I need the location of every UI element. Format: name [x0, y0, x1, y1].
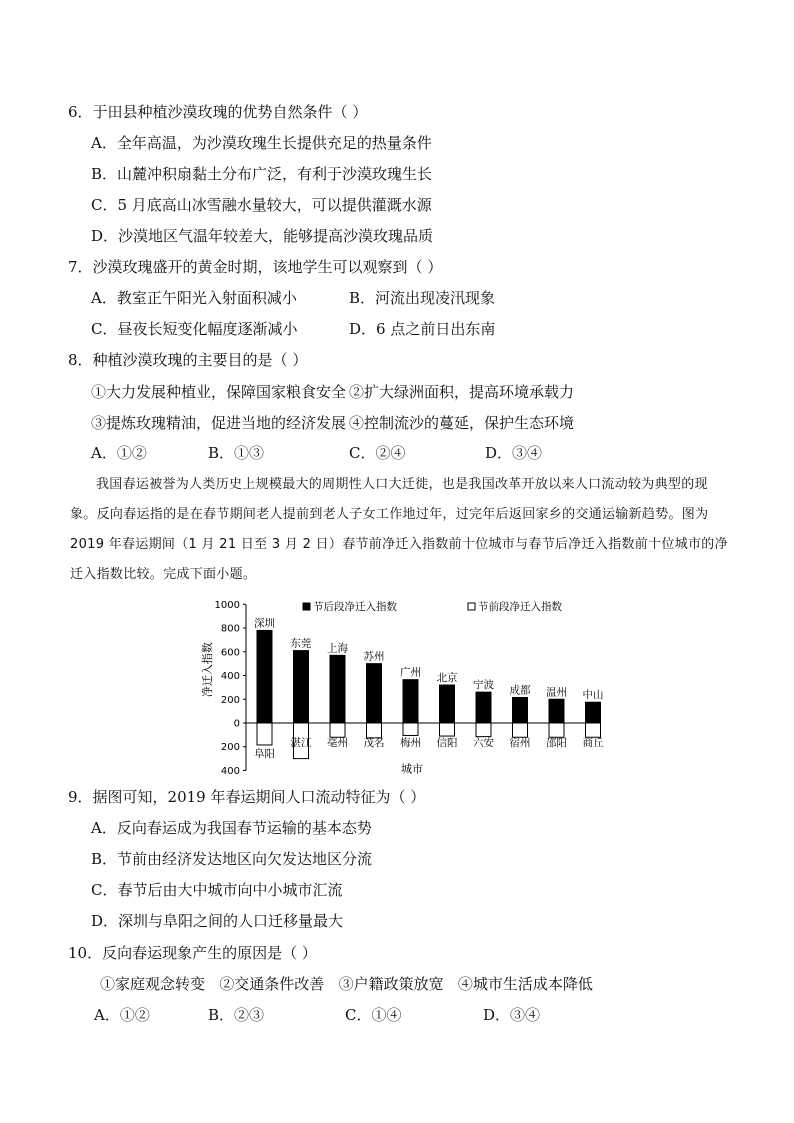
city-label: 中山: [582, 689, 604, 702]
legend-label: 节后段净迁入指数: [313, 601, 397, 613]
q7-stem: 7．沙漠玫瑰盛开的黄金时期，该地学生可以观察到（ ）: [68, 258, 443, 276]
bar-pre-festival: [440, 723, 455, 736]
q10-option-d: D．③④: [483, 1006, 541, 1024]
bar-pre-festival: [476, 723, 491, 737]
city-label: 邵阳: [546, 737, 567, 749]
city-label: 六安: [473, 737, 494, 749]
q8-option-a: A．①②: [91, 444, 147, 462]
city-label: 信阳: [436, 737, 458, 749]
q7-option-a: A．教室正午阳光入射面积减小: [91, 289, 297, 307]
x-axis-label: 城市: [401, 762, 423, 776]
y-tick-label: 200: [220, 694, 240, 706]
q6-option-a: A．全年高温，为沙漠玫瑰生长提供充足的热量条件: [91, 134, 432, 152]
y-axis-label: 净迁入指数: [201, 642, 214, 698]
bar-post-festival: [586, 702, 601, 723]
city-label: 宿州: [509, 737, 531, 749]
q9-stem: 9．据图可知，2019 年春运期间人口流动特征为（ ）: [68, 788, 426, 806]
city-label: 亳州: [327, 737, 348, 749]
bar-pre-festival: [367, 723, 382, 738]
bar-post-festival: [330, 655, 345, 723]
city-label: 阜阳: [254, 747, 275, 760]
bar-post-festival: [367, 664, 382, 723]
q8-item-1: ①大力发展种植业，保障国家粮食安全: [91, 383, 347, 401]
city-label: 广州: [400, 666, 421, 679]
net-migration-bar-chart: [190, 596, 604, 777]
q6-option-b: B．山麓冲积扇黏土分布广泛，有利于沙漠玫瑰生长: [91, 165, 433, 183]
q9-option-d: D．深圳与阜阳之间的人口迁移量最大: [91, 912, 344, 930]
bar-post-festival: [257, 630, 272, 723]
q10-items: ①家庭观念转变 ②交通条件改善 ③户籍政策放宽 ④城市生活成本降低: [100, 975, 593, 993]
bar-pre-festival: [586, 723, 601, 737]
q8-option-c: C．②④: [349, 444, 406, 462]
city-label: 成都: [509, 684, 531, 697]
q7-option-b: B．河流出现凌汛现象: [349, 289, 496, 307]
bar-post-festival: [549, 699, 564, 723]
bar-post-festival: [440, 685, 455, 723]
q10-option-c: C．①④: [345, 1006, 402, 1024]
legend-swatch: [303, 603, 310, 610]
city-label: 深圳: [254, 617, 275, 630]
bar-pre-festival: [513, 723, 528, 737]
q8-item-2: ②扩大绿洲面积，提高环境承载力: [349, 383, 575, 401]
city-label: 苏州: [363, 650, 385, 663]
city-label: 湛江: [290, 737, 312, 749]
y-tick-label: 1000: [214, 599, 240, 611]
q6-option-c: C．5 月底高山冰雪融水量较大，可以提供灌溉水源: [91, 196, 432, 214]
city-label: 上海: [327, 642, 348, 655]
city-label: 北京: [436, 672, 458, 685]
y-tick-label: 600: [220, 647, 240, 659]
q8-option-d: D．③④: [485, 444, 543, 462]
passage-text: 我国春运被誉为人类历史上规模最大的周期性人口大迁徙，也是我国改革开放以来人口流动较为典型的现象。反向春运指的是在春节期间老人提前到老人子女工作地过年，过完年后返回家乡的交通运输新趋势。图为 2019 年春运期间（1 月 21 日至 3 月 2 日）春节前净迁入指数前十位城市与春节后净迁入指数前十位城市的净迁入指数比较。完成下面小题。: [70, 477, 728, 582]
city-label: 商丘: [582, 737, 604, 749]
bar-post-festival: [294, 651, 309, 723]
q10-stem: 10．反向春运现象产生的原因是（ ）: [68, 944, 317, 962]
bar-pre-festival: [403, 723, 418, 735]
city-label: 东莞: [290, 637, 312, 650]
y-tick-label: 200: [220, 742, 240, 754]
bar-pre-festival: [330, 723, 345, 737]
q10-option-b: B．②③: [208, 1006, 265, 1024]
q9-option-a: A．反向春运成为我国春节运输的基本态势: [91, 819, 372, 837]
q7-option-d: D．6 点之前日出东南: [349, 320, 496, 338]
passage: [70, 470, 730, 590]
legend-swatch: [468, 603, 475, 610]
y-tick-label: 0: [233, 718, 240, 730]
q9-option-b: B．节前由经济发达地区向欠发达地区分流: [91, 850, 373, 868]
bar-post-festival: [403, 680, 418, 723]
legend-label: 节前段净迁入指数: [478, 601, 562, 613]
city-label: 宁波: [473, 679, 494, 692]
y-tick-label: 400: [220, 671, 240, 683]
city-label: 温州: [546, 686, 567, 699]
q7-option-c: C．昼夜长短变化幅度逐渐减小: [91, 320, 298, 338]
q8-item-3: ③提炼玫瑰精油，促进当地的经济发展: [91, 414, 347, 432]
q6-option-d: D．沙漠地区气温年较差大，能够提高沙漠玫瑰品质: [91, 227, 434, 245]
q8-option-b: B．①③: [208, 444, 265, 462]
q6-stem: 6．于田县种植沙漠玫瑰的优势自然条件（ ）: [68, 103, 368, 121]
city-label: 梅州: [400, 737, 421, 749]
q8-item-4: ④控制流沙的蔓延，保护生态环境: [349, 414, 575, 432]
q9-option-c: C．春节后由大中城市向中小城市汇流: [91, 881, 343, 899]
q8-stem: 8．种植沙漠玫瑰的主要目的是（ ）: [68, 351, 308, 369]
bar-pre-festival: [257, 723, 272, 745]
q10-option-a: A．①②: [94, 1006, 150, 1024]
y-tick-label: 400: [220, 765, 240, 777]
city-label: 茂名: [363, 737, 385, 749]
bar-pre-festival: [549, 723, 564, 737]
y-tick-label: 800: [220, 623, 240, 635]
bar-post-festival: [476, 692, 491, 723]
bar-post-festival: [513, 697, 528, 723]
